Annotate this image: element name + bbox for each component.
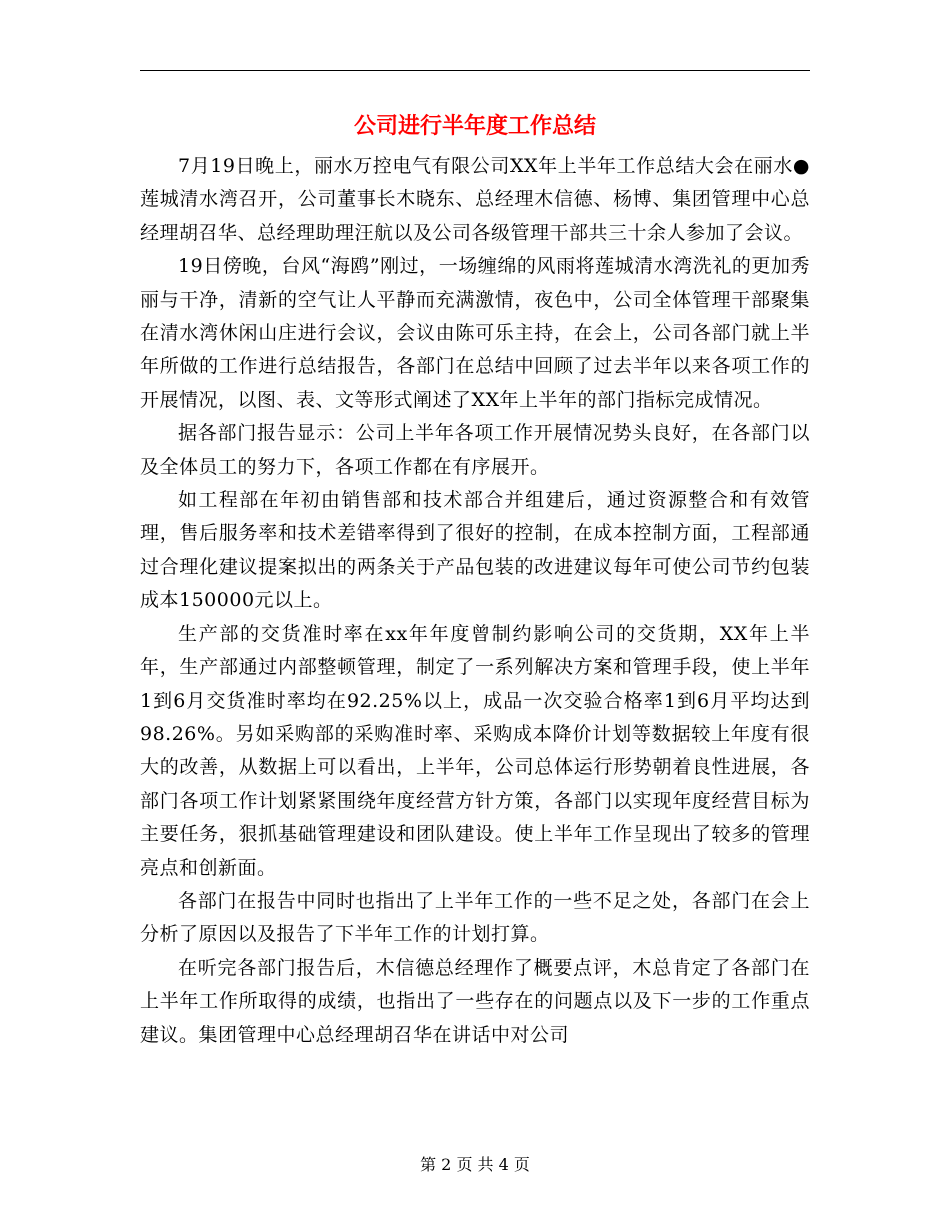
paragraph-7: 在听完各部门报告后，木信德总经理作了概要点评，木总肯定了各部门在上半年工作所取得的成绩，也指出了一些存在的问题点以及下一步的工作重点建议。集团管理中心总经理胡召华在讲话中对公司 [140, 956, 810, 1046]
page-number-footer: 第 2 页 共 4 页 [420, 1155, 530, 1174]
paragraph-2: 19日傍晚，台风“海鸥”刚过，一场缠绵的风雨将莲城清水湾洗礼的更加秀丽与干净，清新的空气让人平静而充满激情，夜色中，公司全体管理干部聚集在清水湾休闲山庄进行会议，会议由陈可乐主持，在会上，公司各部门就上半年所做的工作进行总结报告，各部门在总结中回顾了过去半年以来各项工作的开展情况，以图、表、文等形式阐述了XX年上半年的部门指标完成情况。 [140, 255, 810, 411]
paragraph-5: 生产部的交货准时率在xx年年度曾制约影响公司的交货期，XX年上半年，生产部通过内部整顿管理，制定了一系列解决方案和管理手段，使上半年1到6月交货准时率均在92.25%以上，成品一次交验合格率1到6月平均达到98.26%。另如采购部的采购准时率、采购成本降价计划等数据较上年度有很大的改善，从数据上可以看出，上半年，公司总体运行形势朝着良性进展，各部门各项工作计划紧紧围绕年度经营方针方策，各部门以实现年度经营目标为主要任务，狠抓基础管理建设和团队建设。使上半年工作呈现出了较多的管理亮点和创新面。 [140, 622, 810, 879]
paragraph-6: 各部门在报告中同时也指出了上半年工作的一些不足之处，各部门在会上分析了原因以及报告了下半年工作的计划打算。 [140, 889, 810, 946]
document-body [140, 150, 810, 1052]
header-rule [140, 70, 810, 71]
paragraph-4: 如工程部在年初由销售部和技术部合并组建后，通过资源整合和有效管理，售后服务率和技术差错率得到了很好的控制，在成本控制方面，工程部通过合理化建议提案拟出的两条关于产品包装的改进建议每年可使公司节约包装成本150000元以上。 [140, 489, 810, 612]
document-title: 公司进行半年度工作总结 [353, 113, 596, 139]
paragraph-1: 7月19日晚上，丽水万控电气有限公司XX年上半年工作总结大会在丽水●莲城清水湾召开，公司董事长木晓东、总经理木信德、杨博、集团管理中心总经理胡召华、总经理助理汪航以及公司各级管理干部共三十余人参加了会议。 [140, 155, 810, 244]
paragraph-3: 据各部门报告显示：公司上半年各项工作开展情况势头良好，在各部门以及全体员工的努力下，各项工作都在有序展开。 [140, 422, 810, 478]
